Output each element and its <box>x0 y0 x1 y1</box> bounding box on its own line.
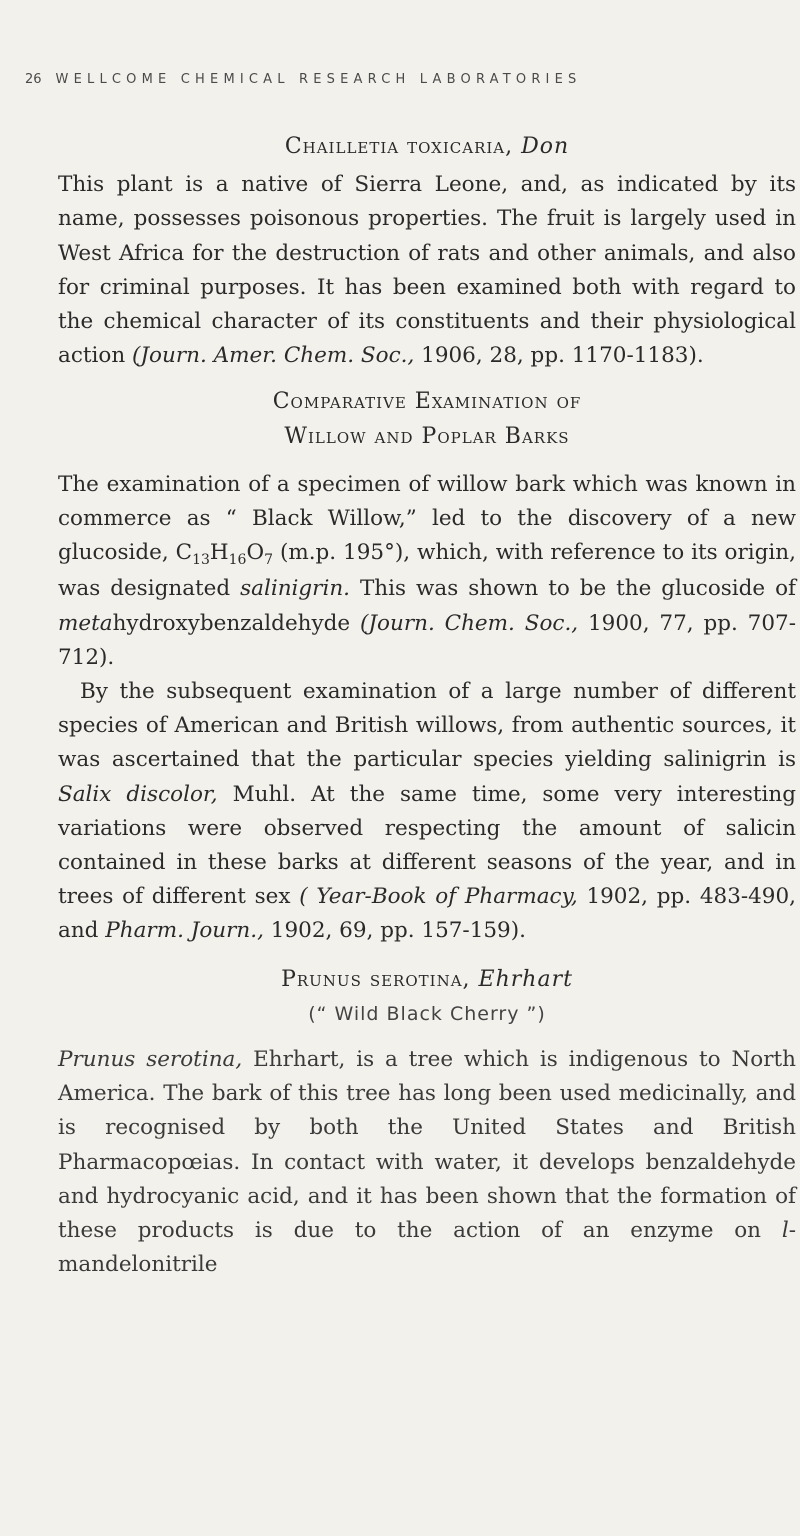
paragraph-willow-species <box>58 675 796 949</box>
paragraph-prunus <box>58 1043 796 1282</box>
italic-species: Salix discolor, <box>58 781 218 807</box>
text-run: By the subsequent examination of a large number of different species of American and British willows, from authentic sources, it was ascertained that the particular species yielding salinigrin is <box>58 679 796 773</box>
running-title: WELLCOME CHEMICAL RESEARCH LABORATORIES <box>55 72 582 87</box>
section-heading-willow-line1: Comparative Examination of <box>272 389 582 415</box>
heading-author: Don <box>521 134 570 159</box>
paragraph-chailletia <box>58 168 796 373</box>
citation-details: 1906, 28, pp. 1170-1183). <box>421 343 704 369</box>
text-run: This was shown to be the glucoside of <box>350 576 796 602</box>
italic-prefix: l <box>781 1218 789 1244</box>
text-run: (m.p. 195°), which, with reference to its origin, was designated <box>58 540 796 602</box>
citation-journal: Pharm. Journ., <box>105 918 264 944</box>
citation-journal: (Journ. Chem. Soc., <box>360 610 579 636</box>
citation-details: 1900, 77, pp. 707-712). <box>58 610 796 670</box>
heading-text: Chailletia toxicaria, <box>284 134 514 159</box>
running-header <box>25 72 780 87</box>
paragraph-text: This plant is a native of Sierra Leone, and, as indicated by its name, possesses poisonous properties. The fruit is largely used in West Africa for the destruction of rats and other animals, and also for criminal purposes. It has been examined both with regard to the chemical character of its constituents and their physiological action <box>58 172 796 369</box>
text-run: Ehrhart, is a tree which is indigenous to North America. The bark of this tree has long been used medicinally, and is recognised by both the United States and British Pharmacopœias. In contact with water, it develops benzaldehyde and hydrocyanic acid, and it has been shown that the formation of these products is due to the action of an enzyme on <box>58 1047 796 1244</box>
text-run: O <box>246 540 265 566</box>
text-run: 1902, 69, pp. 157-159). <box>263 918 526 944</box>
section-heading-chailletia <box>58 130 796 164</box>
text-run: hydroxybenzaldehyde <box>112 610 351 636</box>
text-run: 1902, pp. 483-490, and <box>58 884 797 944</box>
italic-prefix: meta <box>58 610 113 636</box>
citation-journal: (Journ. Amer. Chem. Soc., <box>132 343 415 369</box>
section-heading-prunus <box>58 963 796 997</box>
heading-text: Prunus serotina, <box>281 966 471 992</box>
text-run: -mandelonitrile <box>58 1218 796 1278</box>
section-subtitle: (“ Wild Black Cherry ”) <box>308 1002 546 1025</box>
text-run: H <box>209 540 229 566</box>
section-heading-willow-line2: Willow and Poplar Barks <box>284 423 570 449</box>
page-body <box>58 130 796 1283</box>
text-run: Muhl. At the same time, some very interesting variations were observed respecting the amount of salicin contained in these barks at different seasons of the year, and in trees of different sex <box>58 781 796 910</box>
italic-species: Prunus serotina, <box>58 1047 243 1073</box>
italic-term: salinigrin. <box>240 576 351 602</box>
subscript: 7 <box>264 552 274 569</box>
heading-author: Ehrhart <box>478 966 573 992</box>
subscript: 13 <box>192 552 210 569</box>
subscript: 16 <box>228 552 247 569</box>
citation-journal: ( Year-Book of Pharmacy, <box>299 884 578 910</box>
text-run: The examination of a specimen of willow bark which was known in commerce as “ Black Willow,” led to the discovery of a new glucoside, C <box>58 471 796 566</box>
page-number: 26 <box>25 72 42 87</box>
paragraph-salinigrin <box>58 468 796 675</box>
